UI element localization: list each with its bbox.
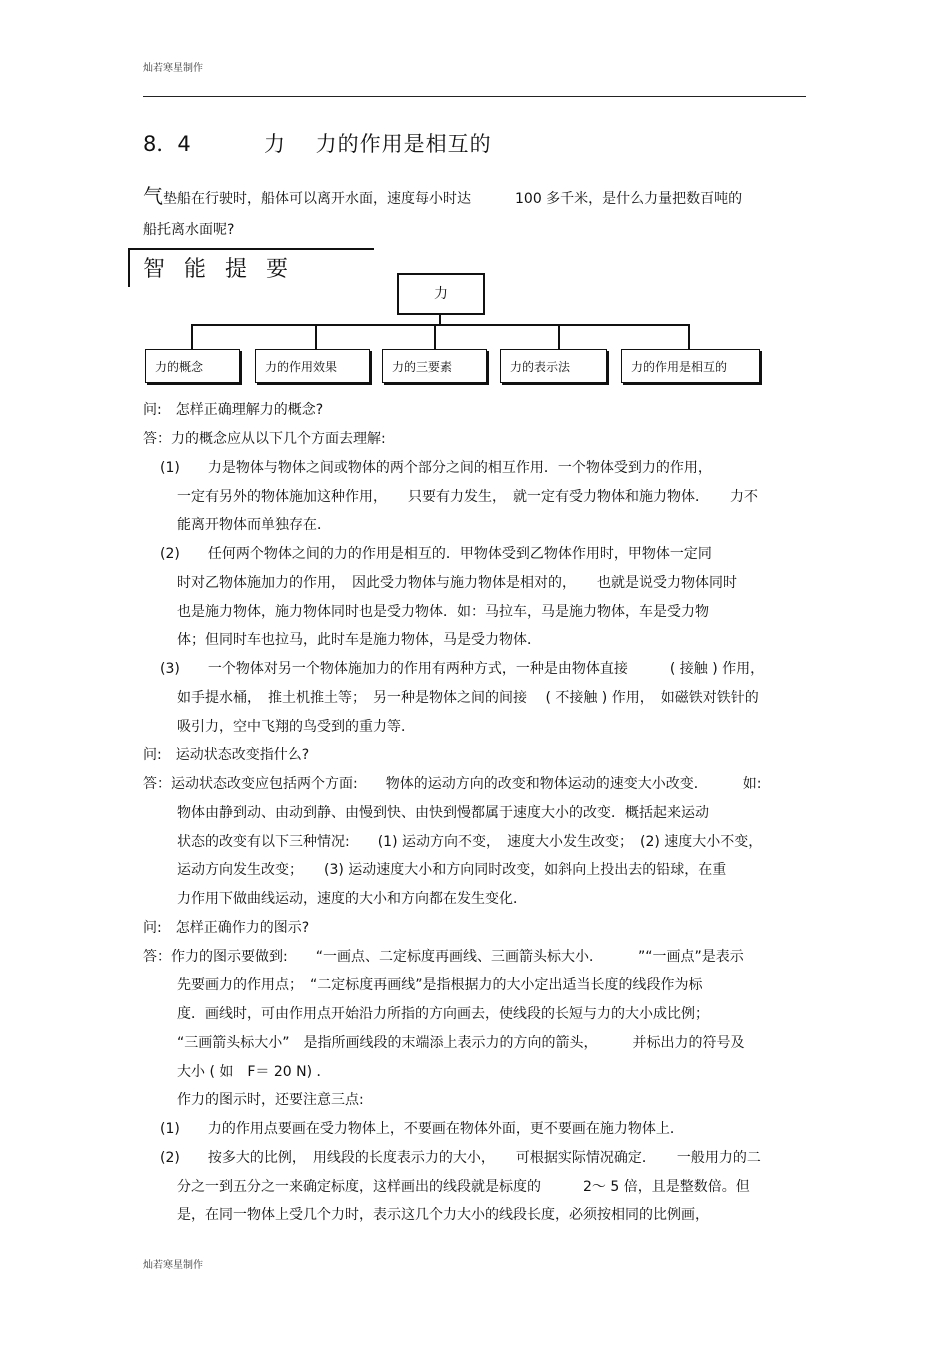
diagram-connector [688, 324, 690, 349]
answer: 答：作力的图示要做到: “一画点、二定标度再画线、三画箭头标大小． ”“一画点”是表示 [143, 949, 744, 965]
diagram-connector [434, 324, 436, 349]
page-header: 灿若寒星制作 [143, 63, 203, 74]
answer: 答：力的概念应从以下几个方面去理解: [143, 431, 386, 447]
paragraph-line: 分之一到五分之一来确定标度，这样画出的线段就是标度的 2～ 5 倍，且是整数倍。但 [177, 1179, 750, 1195]
paragraph-line: 大小 ( 如 F＝ 20 N) ． [177, 1064, 331, 1080]
intro-text-a: 垫船在行驶时，船体可以离开水面，速度每小时达 [163, 191, 471, 207]
diagram-root-node: 力 [397, 273, 485, 315]
diagram-connector [191, 324, 193, 349]
diagram-node-representation: 力的表示法 [500, 349, 607, 383]
section-title: 智能提要 [143, 257, 308, 282]
paragraph-line: 体；但同时车也拉马，此时车是施力物体，马是受力物体． [177, 632, 541, 648]
paragraph-line: 物体由静到动、由动到静、由慢到快、由快到慢都属于速度大小的改变．概括起来运动 [177, 805, 709, 821]
paragraph-line: 如手提水桶， 推土机推土等； 另一种是物体之间的间接 ( 不接触 ) 作用， 如磁铁对铁针的 [177, 690, 759, 706]
paragraph-line: 力作用下做曲线运动，速度的大小和方向都在发生变化． [177, 891, 527, 907]
paragraph-line: 度．画线时，可由作用点开始沿力所指的方向画去，使线段的长短与力的大小成比例； [177, 1006, 709, 1022]
diagram-connector [191, 324, 689, 326]
paragraph-line: 吸引力，空中飞翔的鸟受到的重力等． [177, 719, 415, 735]
question: 问: 怎样正确作力的图示? [143, 920, 310, 936]
paragraph-line: (1) 力是物体与物体之间或物体的两个部分之间的相互作用．一个物体受到力的作用， [160, 460, 712, 476]
paragraph-line: 一定有另外的物体施加这种作用， 只要有力发生， 就一定有受力物体和施力物体． 力不 [177, 489, 758, 505]
question: 问: 怎样正确理解力的概念? [143, 402, 324, 418]
section-number: 8．4 [143, 132, 191, 156]
diagram-node-mutual: 力的作用是相互的 [621, 349, 760, 383]
paragraph-line: 也是施力物体，施力物体同时也是受力物体．如：马拉车，马是施力物体，车是受力物 [177, 604, 709, 620]
paragraph-line: 能离开物体而单独存在． [177, 517, 331, 533]
paragraph-line: 运动方向发生改变； (3) 运动速度大小和方向同时改变，如斜向上投出去的铅球，在重 [177, 862, 727, 878]
diagram-node-three-elements: 力的三要素 [382, 349, 487, 383]
diagram-connector [558, 324, 560, 349]
question: 问: 运动状态改变指什么? [143, 747, 310, 763]
paragraph-line: 时对乙物体施加力的作用， 因此受力物体与施力物体是相对的， 也就是说受力物体同时 [177, 575, 737, 591]
diagram-node-effect: 力的作用效果 [255, 349, 370, 383]
intro-drop-char: 气 [143, 184, 163, 208]
paragraph-line: (1) 力的作用点要画在受力物体上，不要画在物体外面，更不要画在施力物体上． [160, 1121, 684, 1137]
intro-text-b: 100 多千米，是什么力量把数百吨的 [515, 191, 743, 207]
paragraph-line: 作力的图示时，还要注意三点: [177, 1092, 364, 1108]
paragraph-line: (2) 任何两个物体之间的力的作用是相互的．甲物体受到乙物体作用时，甲物体一定同 [160, 546, 712, 562]
paragraph-line: (3) 一个物体对另一个物体施加力的作用有两种方式，一种是由物体直接 ( 接触 ) 作用， [160, 661, 765, 677]
paragraph-line: 先要画力的作用点； “二定标度再画线”是指根据力的大小定出适当长度的线段作为标 [177, 977, 703, 993]
page-title: 力 力的作用是相互的 [264, 132, 492, 156]
answer: 答：运动状态改变应包括两个方面: 物体的运动方向的改变和物体运动的速变大小改变． 如: [143, 776, 762, 792]
page-footer: 灿若寒星制作 [143, 1260, 203, 1271]
intro-line-1 [143, 180, 742, 209]
paragraph-line: “三画箭头标大小” 是指所画线段的末端添上表示力的方向的箭头， 并标出力的符号及 [177, 1035, 745, 1051]
diagram-node-concept: 力的概念 [145, 349, 240, 383]
paragraph-line: (2) 按多大的比例， 用线段的长度表示力的大小， 可根据实际情况确定． 一般用力的二 [160, 1150, 761, 1166]
diagram-connector [315, 324, 317, 349]
header-rule [143, 96, 806, 97]
intro-line-2: 船托离水面呢? [143, 222, 235, 238]
paragraph-line: 状态的改变有以下三种情况: (1) 运动方向不变， 速度大小发生改变； (2) 速度大小不变， [177, 834, 763, 850]
paragraph-line: 是，在同一物体上受几个力时，表示这几个力大小的线段长度，必须按相同的比例画， [177, 1207, 709, 1223]
